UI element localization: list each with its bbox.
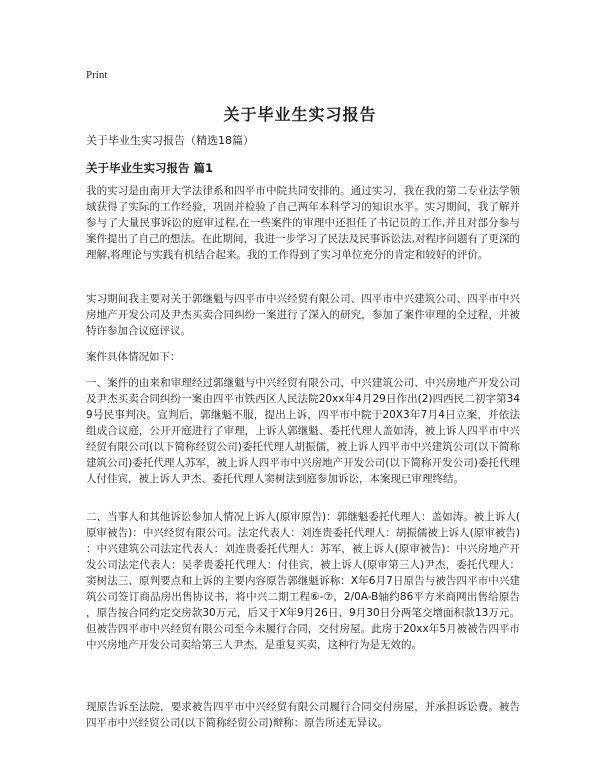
page-title: 关于毕业生实习报告 — [223, 105, 377, 124]
paragraph-research: 实习期间我主要对关于郭继魁与四平市中兴经贸有限公司、四平市中兴建筑公司、四平市中兴房地产开发公司及尹杰买卖合同纠纷一案进行了深入的研究，参加了案件审理的全过程，并被特许参加合议庭评议。 — [86, 293, 520, 337]
section-heading: 关于毕业生实习报告 篇1 — [86, 161, 214, 175]
print-label: Print — [86, 69, 108, 81]
paragraph-case-lead: 案件具体情况如下： — [86, 351, 181, 363]
paragraph-claim: 现原告诉至法院，要求被告四平市中兴经贸有限公司履行合同交付房屋，并承担诉讼费。被告四平市中兴经贸公司(以下简称经贸公司)辩称：原告所述无异议。 — [86, 701, 520, 729]
paragraph-intro: 我的实习是由南开大学法律系和四平市中院共同安排的。通过实习，我在我的第二专业法学领域获得了实际的工作经验，巩固并检验了自己两年本科学习的知识水平。实习期间，我了解并参与了大量民事诉讼的庭审过程,在一些案件的审理中还担任了书记员的工作,并且对部分参与案件提出了自己的想法。在此期间，我进一步学习了民法及民事诉讼法,对程序问题有了更深的理解,将理论与实践有机结合起来。我的工作得到了实习单位充分的肯定和较好的评价。 — [86, 185, 520, 261]
document-subtitle: 关于毕业生实习报告（精选18篇） — [86, 134, 254, 147]
paragraph-case-origin: 一、案件的由来和审理经过郭继魁与中兴经贸有限公司、中兴建筑公司、中兴房地产开发公司及尹杰买卖合同纠纷一案由四平市铁西区人民法院20xx年4月29日作出(2)四西民二初字第349号民事判决。宣判后，郭继魁不服，提出上诉，四平市中院于20X3年7月4日立案，并依法组成合议庭，公开开庭进行了审理，上诉人郭继魁、委托代理人盖如涛，被上诉人四平市中兴经贸有限公司(以下简称经贸公司)委托代理人胡振儒，被上诉人四平市中兴建筑公司(以下简称建筑公司)委托代理人苏军，被上诉人四平市中兴房地产开发公司(以下简称开发公司)委托代理人付佳宾，被上诉人尹杰、委托代理人窦树法到庭参加诉讼，本案现已审理终结。 — [86, 377, 520, 485]
paragraph-parties: 二、当事人和其他诉讼参加人情况上诉人(原审原告)：郭继魁委托代理人：盖如涛。被上诉人(原审被告)：中兴经贸有限公司。法定代表人：刘连贵委托代理人：胡振儒被上诉人(原审被告)：中兴建筑公司法定代表人：刘连贵委托代理人：苏军，被上诉人(原审被告)：中兴房地产开发公司法定代表人：吴孝贵委托代理人：付佳宾，被上诉人(原审第三人)尹杰，委托代理人：窦树法三、原判要点和上诉的主要内容原告郭继魁诉称：X年6月7日原告与被告四平市中兴建筑公司签订商品房出售协议书，将中兴二期工程⑥-⑦，2/0A-B轴约86平方米商网出售给原告，原告按合同约定交房款30万元，后又于X年9月26日、9月30日分两笔交增面积款13万元。但被告四平市中兴经贸有限公司至今未履行合同，交付房屋。此房于20xx年5月被被告四平市中兴房地产开发公司卖给第三人尹杰，是重复买卖，这种行为是无效的。 — [86, 511, 520, 651]
